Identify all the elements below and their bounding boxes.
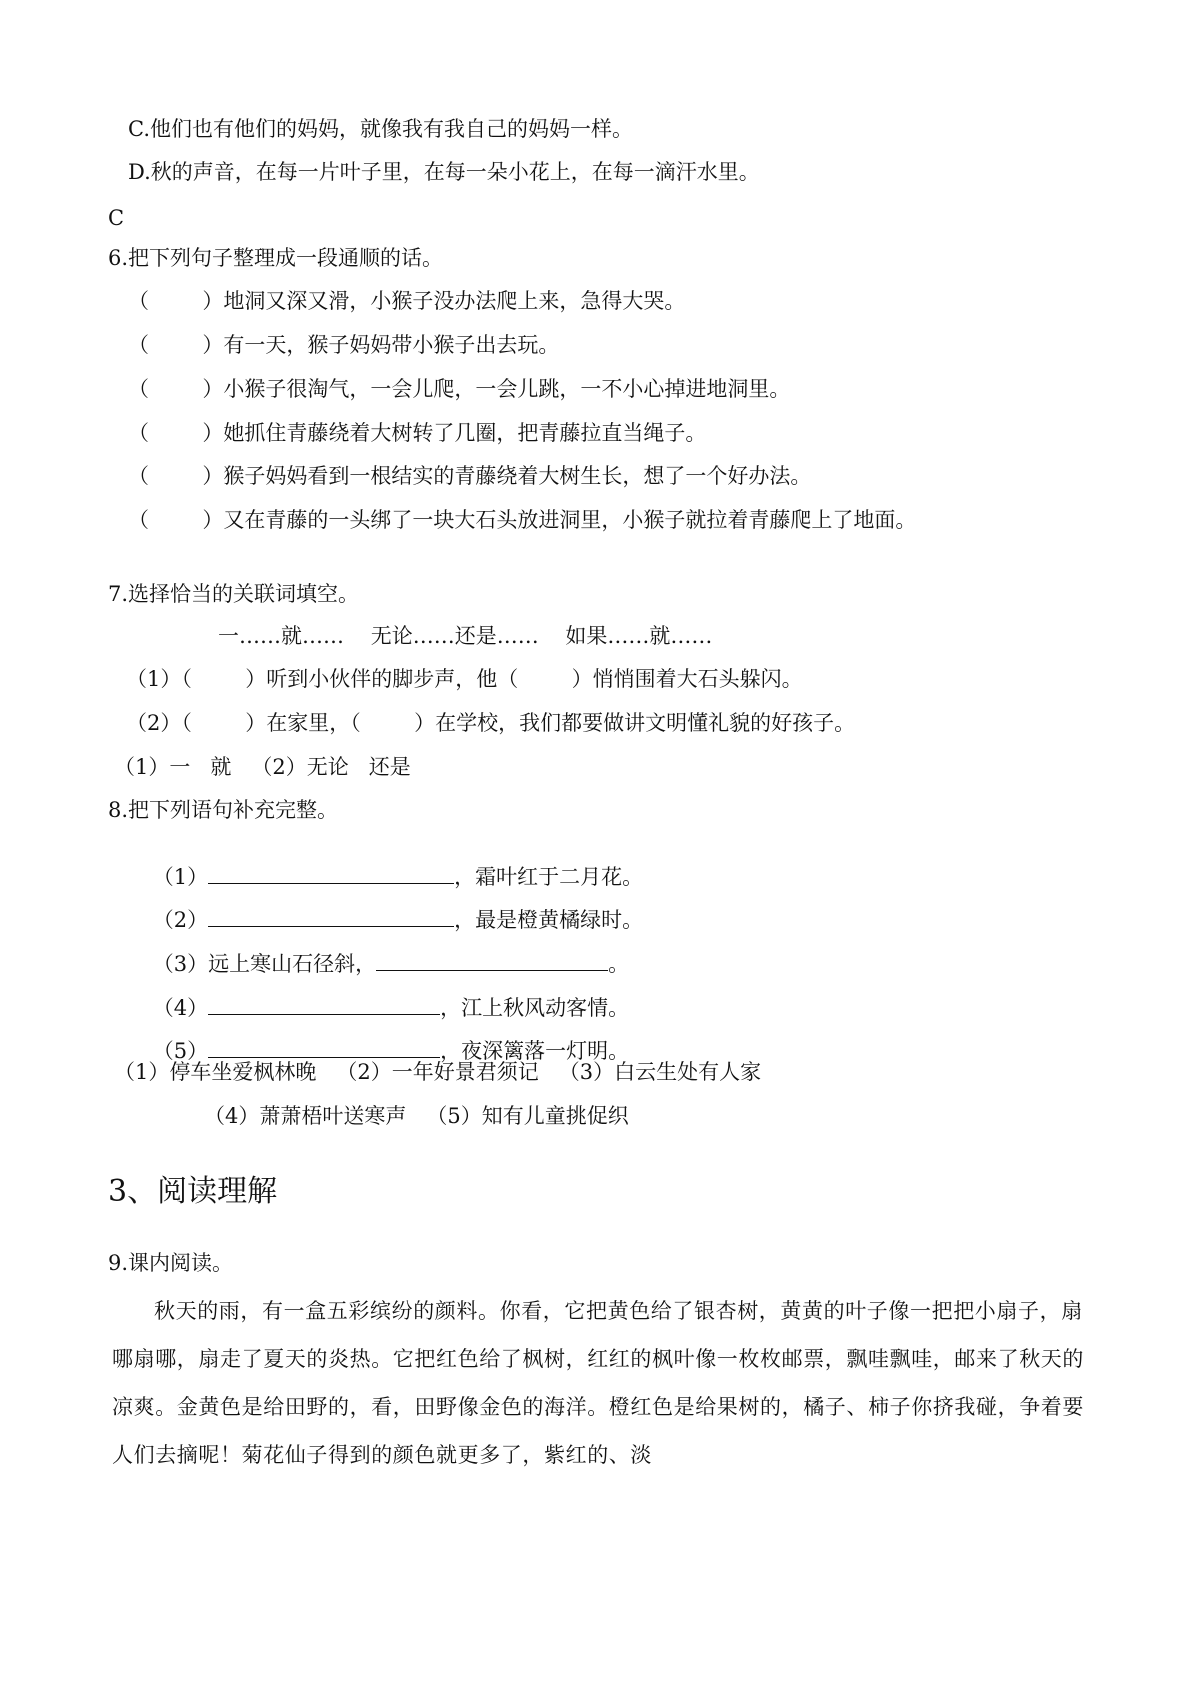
q8-item: （3）远上寒山石径斜， 。: [152, 952, 630, 976]
q5-option-d: D.秋的声音，在每一片叶子里，在每一朵小花上，在每一滴汗水里。: [128, 160, 760, 184]
q8-answer: （1）停车坐爱枫林晚 （2）一年好景君须记 （3）白云生处有人家: [114, 1060, 762, 1084]
q7-options: 一……就…… 无论……还是…… 如果……就……: [218, 624, 713, 648]
q7-item: （1）（ ）听到小伙伴的脚步声，他（ ）悄悄围着大石头躲闪。: [126, 667, 803, 691]
q9-title: 9.课内阅读。: [108, 1251, 234, 1275]
fill-blank-line[interactable]: [208, 1039, 440, 1058]
q7-item: （2）（ ）在家里，（ ）在学校，我们都要做讲文明懂礼貌的好孩子。: [126, 711, 856, 735]
q6-item: （ ）有一天，猴子妈妈带小猴子出去玩。: [128, 333, 560, 357]
q6-item: （ ）地洞又深又滑，小猴子没办法爬上来，急得大哭。: [128, 289, 686, 313]
q8-answer: （4）萧萧梧叶送寒声 （5）知有儿童挑促织: [204, 1104, 629, 1128]
q7-answer: （1）一 就 （2）无论 还是: [114, 755, 411, 779]
q5-answer: C: [108, 206, 125, 230]
q8-item: （2） ，最是橙黄橘绿时。: [152, 908, 644, 932]
q5-option-c: C.他们也有他们的妈妈，就像我有我自己的妈妈一样。: [128, 117, 633, 141]
fill-blank-line[interactable]: [208, 865, 454, 884]
fill-blank-line[interactable]: [208, 908, 454, 927]
fill-blank-line[interactable]: [376, 952, 608, 971]
q8-item: （5） ，夜深篱落一灯明。: [152, 1039, 630, 1063]
fill-blank-line[interactable]: [208, 996, 440, 1015]
q9-passage: 秋天的雨，有一盒五彩缤纷的颜料。你看，它把黄色给了银杏树，黄黄的叶子像一把把小扇子，扇哪扇哪，扇走了夏天的炎热。它把红色给了枫树，红红的枫叶像一枚枚邮票，飘哇飘哇，邮来了秋天的凉爽。金黄色是给田野的，看，田野像金色的海洋。橙红色是给果树的，橘子、柿子你挤我碰，争着要人们去摘呢！菊花仙子得到的颜色就更多了，紫红的、淡: [112, 1299, 1084, 1467]
q7-title: 7.选择恰当的关联词填空。: [108, 582, 360, 606]
q6-item: （ ）她抓住青藤绕着大树转了几圈，把青藤拉直当绳子。: [128, 421, 707, 445]
q6-title: 6.把下列句子整理成一段通顺的话。: [108, 246, 444, 270]
q6-item: （ ）又在青藤的一头绑了一块大石头放进洞里，小猴子就拉着青藤爬上了地面。: [128, 508, 917, 532]
q8-item: （4） ，江上秋风动客情。: [152, 996, 630, 1020]
q8-item: （1） ，霜叶红于二月花。: [152, 865, 644, 889]
q8-title: 8.把下列语句补充完整。: [108, 798, 339, 822]
section-heading: 3、阅读理解: [108, 1174, 278, 1209]
q6-item: （ ）小猴子很淘气，一会儿爬，一会儿跳，一不小心掉进地洞里。: [128, 377, 791, 401]
q6-item: （ ）猴子妈妈看到一根结实的青藤绕着大树生长，想了一个好办法。: [128, 464, 812, 488]
